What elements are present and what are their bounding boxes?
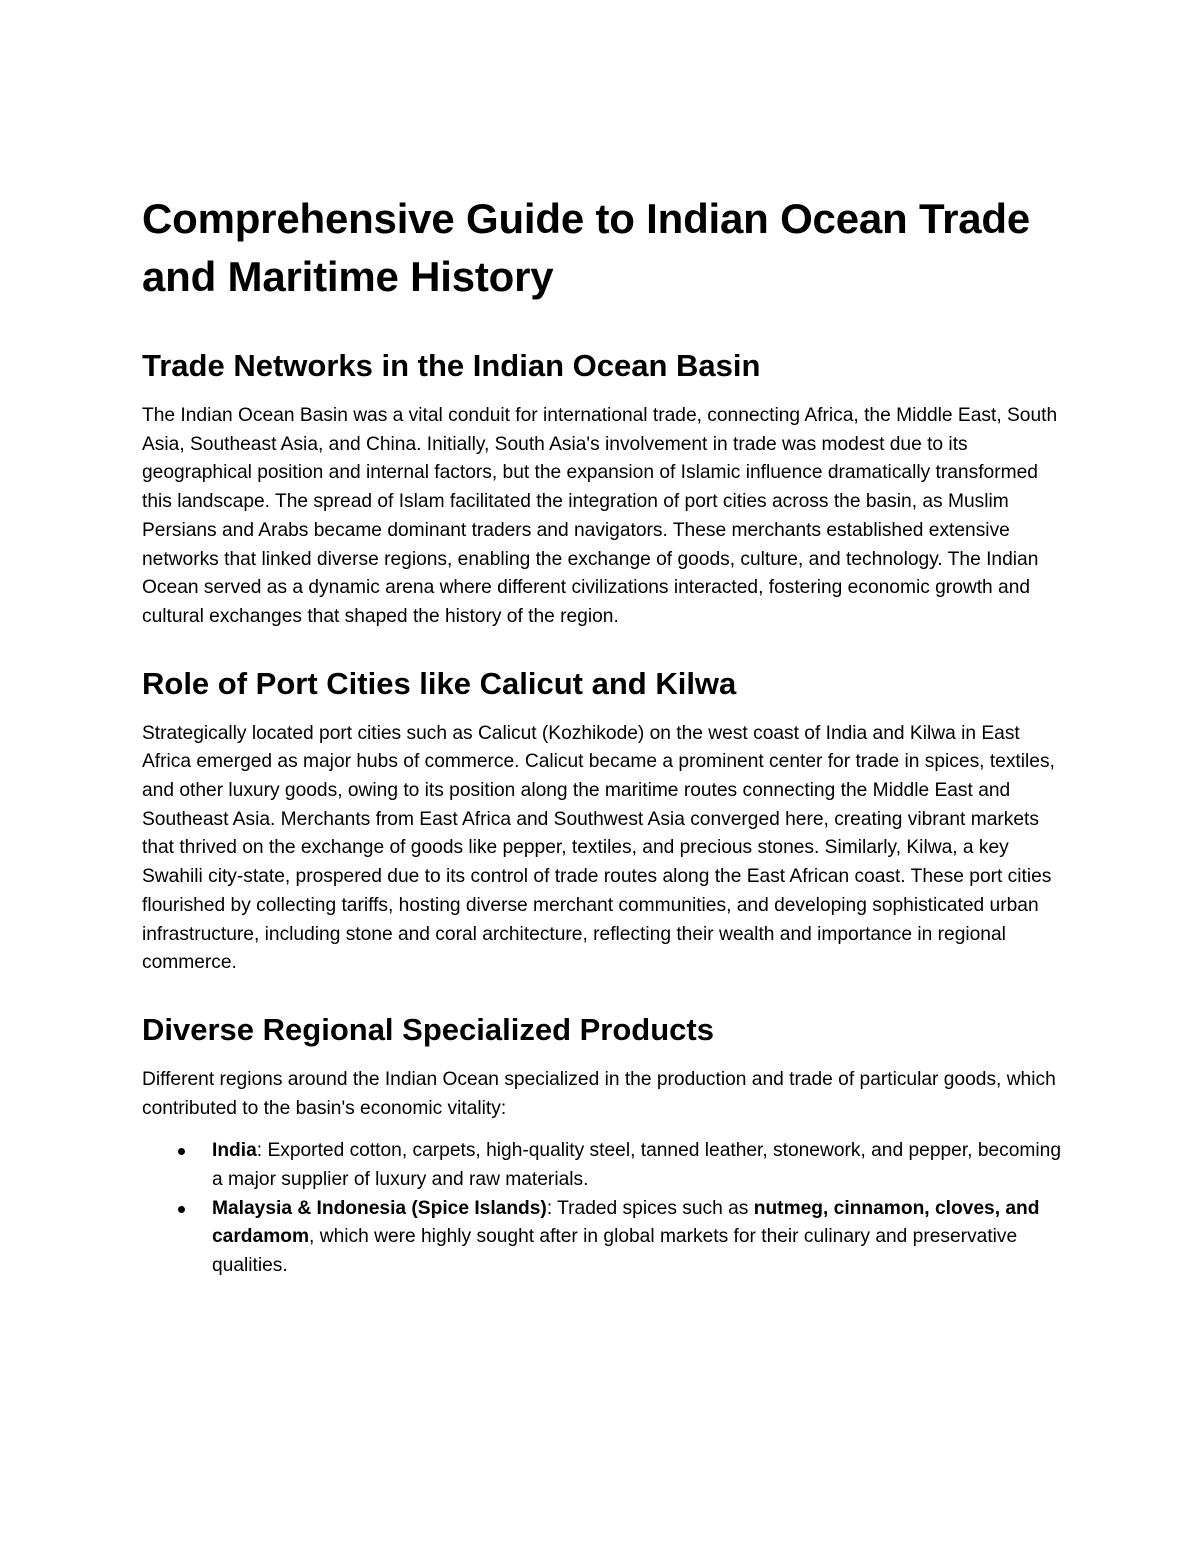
section-port-cities — [142, 664, 1062, 978]
bullet-icon — [178, 1148, 185, 1155]
section-paragraph: Different regions around the Indian Ocean specialized in the production and trade of particular goods, which contributed to the basin's economic vitality: — [142, 1068, 1056, 1119]
region-label: India — [212, 1140, 257, 1162]
section-heading: Trade Networks in the Indian Ocean Basin — [142, 348, 761, 383]
item-text: : Traded spices such as — [546, 1197, 754, 1219]
list-item — [142, 1137, 1062, 1194]
list-item — [142, 1195, 1062, 1281]
spice-list: nutmeg, cinnamon, cloves, and cardamom — [212, 1197, 1040, 1248]
section-regional-products — [142, 1010, 1062, 1281]
bullet-icon — [178, 1206, 185, 1213]
section-paragraph: Strategically located port cities such as Calicut (Kozhikode) on the west coast of India and Kilwa in East Africa emerged as major hubs of commerce. Calicut became a prominent center for trade in spices, textiles, and other luxury goods, owing to its position along the maritime routes connecting the Middle East and Southeast Asia. Merchants from East Africa and Southwest Asia converged here, creating vibrant markets that thrived on the exchange of goods like pepper, textiles, and precious stones. Similarly, Kilwa, a key Swahili city-state, prospered due to its control of trade routes along the East African coast. These port cities flourished by collecting tariffs, hosting diverse merchant communities, and developing sophisticated urban infrastructure, including stone and coral architecture, reflecting their wealth and importance in regional commerce. — [142, 722, 1055, 974]
section-trade-networks — [142, 346, 1062, 632]
section-heading: Role of Port Cities like Calicut and Kilwa — [142, 665, 737, 701]
product-list — [142, 1137, 1062, 1281]
item-text: : Exported cotton, carpets, high-quality steel, tanned leather, stonework, and pepper, becoming a major supplier of luxury and raw materials. — [212, 1140, 1062, 1191]
item-text-after: , which were highly sought after in global markets for their culinary and preservative qualities. — [212, 1226, 1018, 1277]
document-page — [142, 190, 1062, 1281]
document-title: Comprehensive Guide to Indian Ocean Trade and Maritime History — [142, 195, 1031, 300]
section-paragraph: The Indian Ocean Basin was a vital conduit for international trade, connecting Africa, the Middle East, South Asia, Southeast Asia, and China. Initially, South Asia's involvement in trade was modest due to its geographical position and internal factors, but the expansion of Islamic influence dramatically transformed this landscape. The spread of Islam facilitated the integration of port cities across the basin, as Muslim Persians and Arabs became dominant traders and navigators. These merchants established extensive networks that linked diverse regions, enabling the exchange of goods, culture, and technology. The Indian Ocean served as a dynamic arena where different civilizations interacted, fostering economic growth and cultural exchanges that shaped the history of the region. — [142, 405, 1058, 627]
section-heading: Diverse Regional Specialized Products — [142, 1011, 714, 1047]
region-label: Malaysia & Indonesia (Spice Islands) — [212, 1197, 547, 1219]
